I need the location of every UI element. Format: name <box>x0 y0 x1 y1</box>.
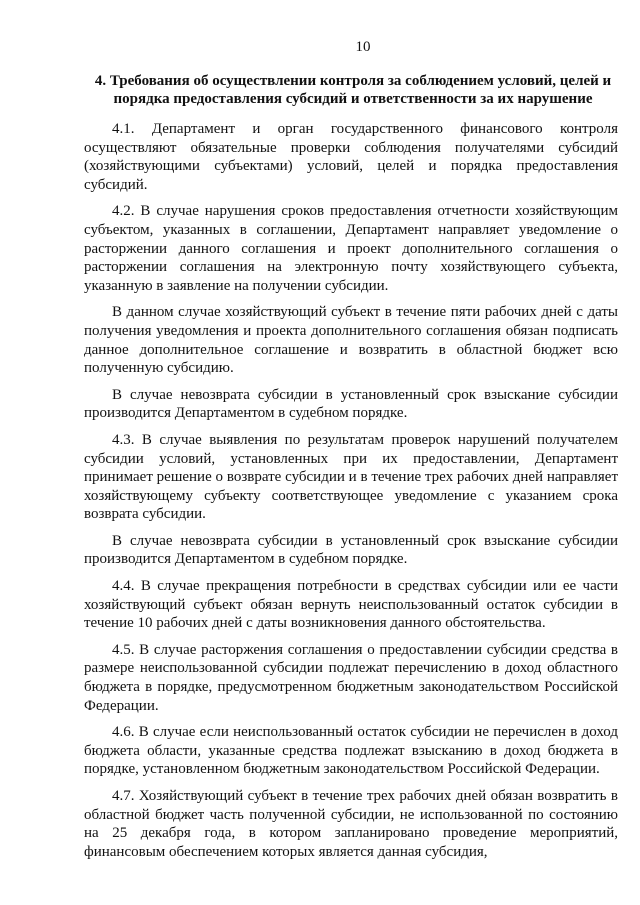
paragraph-4-5: 4.5. В случае расторжения соглашения о предоставлении субсидии средства в размере неиспользованной субсидии подлежат перечислению в доход областного бюджета в порядке, предусмотренном бюджетным законодательством Российской Федерации. <box>84 641 618 714</box>
section-title: 4. Требования об осуществлении контроля за соблюдением условий, целей и порядка предоставления субсидий и ответственности за их нарушение <box>94 73 612 107</box>
page-number: 10 <box>355 39 371 55</box>
paragraph-4-3: 4.3. В случае выявления по результатам проверок нарушений получателем субсидии условий, установленных при их предоставлении, Департамент принимает решение о возврате субсидии и в течение трех рабочих дней направляет хозяйствующему субъекту соответствующее уведомление с указанием срока возврата субсидии. <box>84 431 618 523</box>
paragraph-4-1: 4.1. Департамент и орган государственного финансового контроля осуществляют обязательные проверки соблюдения получателями субсидий (хозяйствующими субъектами) условий, целей и порядка предоставления субсидий. <box>84 121 618 193</box>
paragraph-4-2: 4.2. В случае нарушения сроков предоставления отчетности хозяйствующим субъектом, указанных в соглашении, Департамент направляет уведомление о расторжении данного соглашения и проект дополнительного соглашения о расторжении соглашения на электронную почту хозяйствующего субъекта, указанную в заявление на получении субсидии. <box>84 203 618 294</box>
paragraph-4-2-cont-2: В случае невозврата субсидии в установленный срок взыскание субсидии производится Департаментом в судебном порядке. <box>84 386 618 422</box>
paragraph-4-2-cont-1: В данном случае хозяйствующий субъект в течение пяти рабочих дней с даты получения уведомления и проекта дополнительного соглашения обязан подписать данное дополнительное соглашение и возвратить в областной бюджет всю полученную субсидию. <box>84 304 618 377</box>
paragraph-4-6: 4.6. В случае если неиспользованный остаток субсидии не перечислен в доход бюджета области, указанные средства подлежат взысканию в доход бюджета в порядке, установленном бюджетным законодательством Российской Федерации. <box>84 724 618 778</box>
paragraph-4-7: 4.7. Хозяйствующий субъект в течение трех рабочих дней обязан возвратить в областной бюджет часть полученной субсидии, не использованной по состоянию на 25 декабря года, в котором запланировано проведение мероприятий, финансовым обеспечением которых является данная субсидия, <box>84 788 618 860</box>
paragraph-4-4: 4.4. В случае прекращения потребности в средствах субсидии или ее части хозяйствующий субъект обязан вернуть неиспользованный остаток субсидии в течение 10 рабочих дней с даты возникновения данного обстоятельства. <box>84 578 618 632</box>
paragraph-4-3-cont: В случае невозврата субсидии в установленный срок взыскание субсидии производится Департаментом в судебном порядке. <box>84 532 618 568</box>
